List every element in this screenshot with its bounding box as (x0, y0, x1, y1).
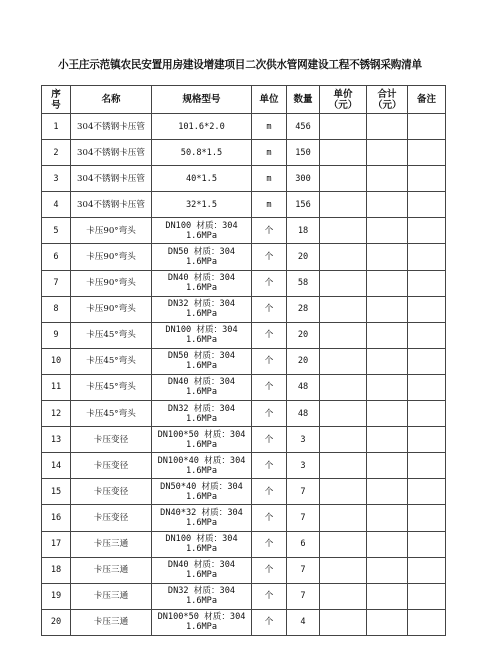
cell-price (320, 192, 367, 218)
cell-price (320, 296, 367, 322)
table-body (42, 114, 446, 636)
cell-spec (152, 296, 252, 322)
cell-name: 卡压45°弯头 (71, 322, 152, 348)
header-spec: 规格型号 (152, 86, 252, 114)
cell-total (367, 244, 408, 270)
cell-seq: 12 (42, 401, 71, 427)
spec-line-2: 1.6MPa (185, 544, 218, 555)
spec-line-2: 1.6MPa (185, 413, 218, 424)
cell-price (320, 557, 367, 583)
cell-seq: 17 (42, 531, 71, 557)
table-row (42, 531, 446, 557)
table-row (42, 218, 446, 244)
cell-remark (408, 270, 446, 296)
cell-name: 卡压三通 (71, 583, 152, 609)
procurement-table (41, 85, 446, 636)
cell-price (320, 270, 367, 296)
spec-line-1: DN50 材质：304 (167, 351, 236, 362)
page-title: 小王庄示范镇农民安置用房建设增建项目二次供水管网建设工程不锈钢采购清单 (58, 59, 422, 71)
spec-line-2: 1.6MPa (185, 491, 218, 502)
cell-remark (408, 244, 446, 270)
cell-remark (408, 322, 446, 348)
spec-line-1: 32*1.5 (185, 199, 218, 210)
cell-seq: 16 (42, 505, 71, 531)
cell-seq: 14 (42, 453, 71, 479)
spec-line-1: DN32 材质：304 (167, 299, 236, 310)
cell-unit: 个 (252, 583, 287, 609)
table-row (42, 322, 446, 348)
cell-remark (408, 192, 446, 218)
cell-qty: 6 (287, 531, 320, 557)
spec-line-2: 1.6MPa (185, 335, 218, 346)
cell-name: 卡压90°弯头 (71, 296, 152, 322)
cell-total (367, 192, 408, 218)
spec-line-2: 1.6MPa (185, 361, 218, 372)
cell-spec (152, 166, 252, 192)
cell-unit: 个 (252, 453, 287, 479)
cell-unit: 个 (252, 557, 287, 583)
cell-qty: 28 (287, 296, 320, 322)
cell-price (320, 374, 367, 400)
cell-qty: 150 (287, 140, 320, 166)
cell-seq: 20 (42, 609, 71, 635)
spec-line-2: 1.6MPa (185, 283, 218, 294)
cell-price (320, 348, 367, 374)
table-row (42, 479, 446, 505)
spec-line-1: DN100*50 材质：304 (157, 429, 246, 440)
cell-total (367, 531, 408, 557)
cell-unit: 个 (252, 374, 287, 400)
cell-name: 卡压三通 (71, 609, 152, 635)
cell-price (320, 583, 367, 609)
cell-name: 卡压三通 (71, 557, 152, 583)
header-unit: 单位 (252, 86, 287, 114)
cell-total (367, 583, 408, 609)
table-row (42, 505, 446, 531)
cell-total (367, 140, 408, 166)
table-row (42, 374, 446, 400)
spec-line-1: DN32 材质：304 (167, 403, 236, 414)
cell-remark (408, 557, 446, 583)
cell-name: 卡压45°弯头 (71, 348, 152, 374)
spec-line-2: 1.6MPa (185, 465, 218, 476)
table-row (42, 244, 446, 270)
cell-unit: 个 (252, 479, 287, 505)
cell-total (367, 505, 408, 531)
table-row (42, 140, 446, 166)
cell-unit: m (252, 114, 287, 140)
cell-qty: 48 (287, 401, 320, 427)
cell-seq: 2 (42, 140, 71, 166)
cell-seq: 7 (42, 270, 71, 296)
spec-line-1: DN40 材质：304 (167, 560, 236, 571)
header-name: 名称 (71, 86, 152, 114)
spec-line-2: 1.6MPa (185, 257, 218, 268)
cell-spec (152, 583, 252, 609)
cell-total (367, 114, 408, 140)
cell-price (320, 453, 367, 479)
cell-spec (152, 505, 252, 531)
cell-total (367, 401, 408, 427)
cell-price (320, 114, 367, 140)
spec-line-1: DN100*40 材质：304 (157, 455, 246, 466)
cell-seq: 4 (42, 192, 71, 218)
cell-price (320, 505, 367, 531)
cell-spec (152, 557, 252, 583)
spec-line-1: 40*1.5 (185, 173, 218, 184)
table-row (42, 270, 446, 296)
cell-remark (408, 505, 446, 531)
cell-unit: m (252, 140, 287, 166)
cell-remark (408, 374, 446, 400)
spec-line-1: DN40 材质：304 (167, 377, 236, 388)
cell-name: 卡压45°弯头 (71, 374, 152, 400)
cell-unit: 个 (252, 505, 287, 531)
cell-total (367, 296, 408, 322)
cell-seq: 10 (42, 348, 71, 374)
cell-qty: 7 (287, 583, 320, 609)
cell-name: 304不锈钢卡压管 (71, 140, 152, 166)
cell-remark (408, 479, 446, 505)
cell-remark (408, 401, 446, 427)
cell-price (320, 401, 367, 427)
cell-remark (408, 609, 446, 635)
cell-seq: 3 (42, 166, 71, 192)
spec-line-1: DN40 材质：304 (167, 273, 236, 284)
cell-seq: 18 (42, 557, 71, 583)
cell-price (320, 166, 367, 192)
cell-name: 304不锈钢卡压管 (71, 114, 152, 140)
table-row (42, 557, 446, 583)
cell-name: 卡压45°弯头 (71, 401, 152, 427)
cell-qty: 58 (287, 270, 320, 296)
header-price: 单价（元） (320, 86, 367, 114)
spec-line-1: 101.6*2.0 (178, 121, 225, 132)
cell-seq: 8 (42, 296, 71, 322)
cell-name: 卡压90°弯头 (71, 270, 152, 296)
cell-total (367, 218, 408, 244)
spec-line-2: 1.6MPa (185, 596, 218, 607)
cell-spec (152, 609, 252, 635)
cell-total (367, 453, 408, 479)
cell-remark (408, 114, 446, 140)
spec-line-1: DN100*50 材质：304 (157, 612, 246, 623)
cell-remark (408, 296, 446, 322)
cell-qty: 7 (287, 557, 320, 583)
cell-price (320, 531, 367, 557)
cell-seq: 19 (42, 583, 71, 609)
table-row (42, 401, 446, 427)
spec-line-1: DN32 材质：304 (167, 586, 236, 597)
cell-name: 卡压90°弯头 (71, 244, 152, 270)
table-row (42, 427, 446, 453)
cell-price (320, 609, 367, 635)
cell-unit: m (252, 166, 287, 192)
cell-qty: 156 (287, 192, 320, 218)
cell-price (320, 479, 367, 505)
cell-name: 卡压变径 (71, 479, 152, 505)
cell-qty: 3 (287, 453, 320, 479)
cell-name: 304不锈钢卡压管 (71, 192, 152, 218)
cell-seq: 9 (42, 322, 71, 348)
cell-total (367, 427, 408, 453)
cell-total (367, 374, 408, 400)
cell-spec (152, 453, 252, 479)
header-total: 合计（元） (367, 86, 408, 114)
cell-name: 卡压变径 (71, 427, 152, 453)
cell-total (367, 166, 408, 192)
cell-spec (152, 479, 252, 505)
cell-qty: 456 (287, 114, 320, 140)
table-row (42, 348, 446, 374)
table-row (42, 583, 446, 609)
cell-spec (152, 322, 252, 348)
cell-unit: 个 (252, 270, 287, 296)
cell-total (367, 270, 408, 296)
cell-name: 卡压90°弯头 (71, 218, 152, 244)
cell-remark (408, 531, 446, 557)
cell-remark (408, 583, 446, 609)
table-row (42, 192, 446, 218)
cell-total (367, 348, 408, 374)
spec-line-1: 50.8*1.5 (180, 147, 223, 158)
header-row (42, 86, 446, 114)
cell-unit: 个 (252, 427, 287, 453)
cell-qty: 18 (287, 218, 320, 244)
cell-seq: 6 (42, 244, 71, 270)
cell-unit: 个 (252, 348, 287, 374)
header-seq: 序号 (42, 86, 71, 114)
cell-spec (152, 427, 252, 453)
cell-remark (408, 140, 446, 166)
header-qty: 数量 (287, 86, 320, 114)
spec-line-2: 1.6MPa (185, 387, 218, 398)
cell-price (320, 322, 367, 348)
cell-spec (152, 531, 252, 557)
cell-total (367, 557, 408, 583)
cell-remark (408, 166, 446, 192)
cell-spec (152, 192, 252, 218)
cell-name: 卡压变径 (71, 453, 152, 479)
cell-spec (152, 270, 252, 296)
cell-total (367, 322, 408, 348)
cell-qty: 20 (287, 322, 320, 348)
cell-qty: 48 (287, 374, 320, 400)
spec-line-2: 1.6MPa (185, 439, 218, 450)
cell-price (320, 218, 367, 244)
spec-line-1: DN50*40 材质：304 (160, 481, 243, 492)
cell-qty: 4 (287, 609, 320, 635)
cell-qty: 7 (287, 505, 320, 531)
spec-line-2: 1.6MPa (185, 309, 218, 320)
cell-seq: 11 (42, 374, 71, 400)
cell-remark (408, 453, 446, 479)
spec-line-1: DN100 材质：304 (165, 325, 238, 336)
spec-line-1: DN100 材质：304 (165, 220, 238, 231)
cell-remark (408, 427, 446, 453)
cell-unit: 个 (252, 296, 287, 322)
cell-seq: 13 (42, 427, 71, 453)
spec-line-2: 1.6MPa (185, 570, 218, 581)
cell-price (320, 244, 367, 270)
cell-price (320, 427, 367, 453)
cell-spec (152, 374, 252, 400)
cell-spec (152, 348, 252, 374)
cell-unit: 个 (252, 244, 287, 270)
cell-seq: 15 (42, 479, 71, 505)
cell-price (320, 140, 367, 166)
cell-spec (152, 114, 252, 140)
cell-spec (152, 218, 252, 244)
cell-name: 304不锈钢卡压管 (71, 166, 152, 192)
cell-unit: m (252, 192, 287, 218)
cell-seq: 5 (42, 218, 71, 244)
spec-line-2: 1.6MPa (185, 230, 218, 241)
cell-qty: 3 (287, 427, 320, 453)
cell-unit: 个 (252, 401, 287, 427)
cell-total (367, 609, 408, 635)
cell-qty: 20 (287, 348, 320, 374)
table-row (42, 453, 446, 479)
cell-name: 卡压变径 (71, 505, 152, 531)
table-row (42, 166, 446, 192)
spec-line-1: DN40*32 材质：304 (160, 507, 243, 518)
table-row (42, 609, 446, 635)
cell-seq: 1 (42, 114, 71, 140)
cell-spec (152, 244, 252, 270)
cell-unit: 个 (252, 322, 287, 348)
spec-line-1: DN100 材质：304 (165, 534, 238, 545)
cell-qty: 7 (287, 479, 320, 505)
cell-unit: 个 (252, 531, 287, 557)
cell-remark (408, 348, 446, 374)
spec-line-2: 1.6MPa (185, 622, 218, 633)
spec-line-2: 1.6MPa (185, 517, 218, 528)
cell-qty: 300 (287, 166, 320, 192)
table-row (42, 114, 446, 140)
cell-total (367, 479, 408, 505)
cell-spec (152, 401, 252, 427)
table-row (42, 296, 446, 322)
spec-line-1: DN50 材质：304 (167, 247, 236, 258)
cell-name: 卡压三通 (71, 531, 152, 557)
cell-unit: 个 (252, 609, 287, 635)
cell-spec (152, 140, 252, 166)
cell-qty: 20 (287, 244, 320, 270)
header-remark: 备注 (408, 86, 446, 114)
cell-unit: 个 (252, 218, 287, 244)
cell-remark (408, 218, 446, 244)
